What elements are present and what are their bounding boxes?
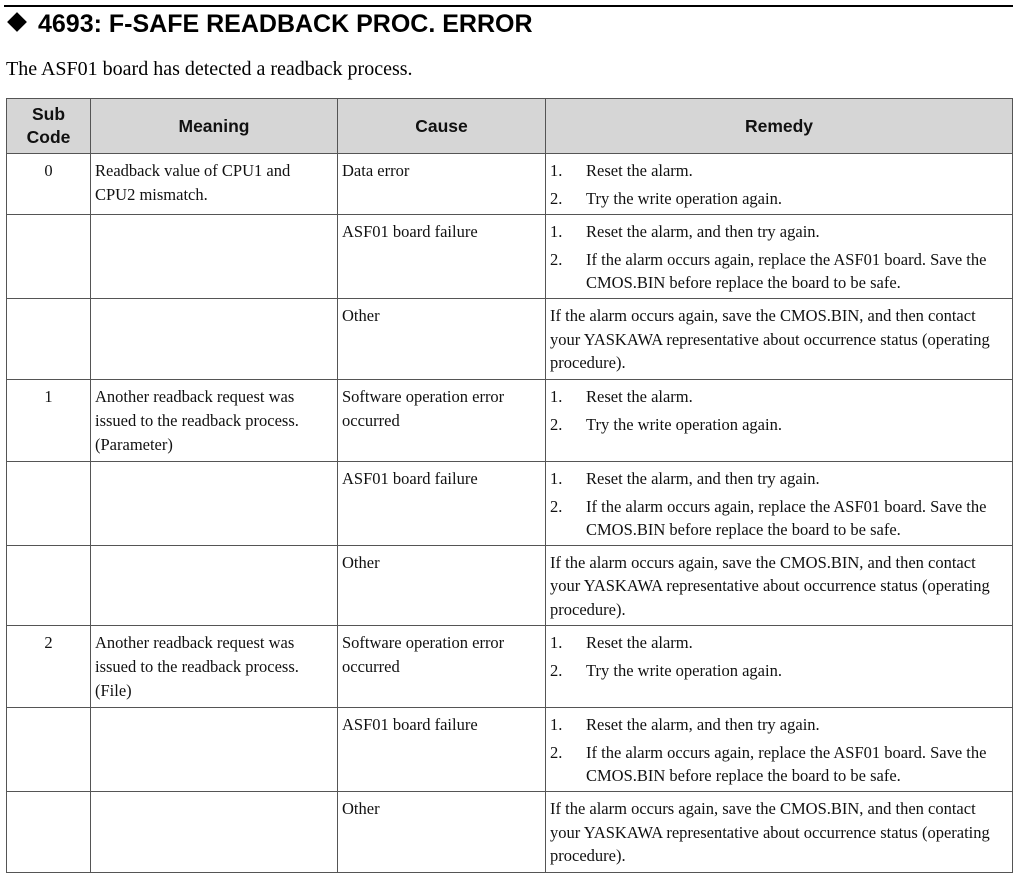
cause-cell: Other — [338, 792, 546, 873]
remedy-text: If the alarm occurs again, save the CMOS.BIN, and then contact your YASKAWA representative about occurrence status (operating procedure). — [550, 306, 990, 372]
step-number: 2. — [550, 189, 563, 208]
step-text: If the alarm occurs again, replace the ASF01 board. Save the CMOS.BIN before replace the board to be safe. — [586, 743, 987, 785]
table-row — [7, 461, 1013, 545]
remedy-step — [550, 713, 1008, 736]
remedy-cell — [546, 708, 1013, 792]
top-rule — [4, 5, 1013, 7]
remedy-cell — [546, 379, 1013, 461]
step-text: Try the write operation again. — [586, 414, 782, 434]
meaning-cell — [91, 708, 338, 792]
remedy-text: If the alarm occurs again, save the CMOS.BIN, and then contact your YASKAWA representative about occurrence status (operating procedure). — [550, 799, 990, 865]
sub-code-cell — [7, 215, 91, 299]
table-row — [7, 379, 1013, 461]
remedy-step — [550, 187, 1008, 210]
step-text: Reset the alarm, and then try again. — [586, 468, 820, 488]
remedy-steps-list — [550, 467, 1008, 541]
remedy-step — [550, 495, 1008, 541]
sub-code-cell: 1 — [7, 379, 91, 461]
step-text: If the alarm occurs again, replace the ASF01 board. Save the CMOS.BIN before replace the board to be safe. — [586, 496, 987, 539]
page-title — [6, 10, 533, 39]
remedy-steps-list — [550, 220, 1008, 294]
step-text: Reset the alarm, and then try again. — [586, 222, 820, 241]
remedy-step — [550, 659, 1008, 682]
step-text: Reset the alarm. — [586, 161, 693, 180]
remedy-step — [550, 631, 1008, 654]
remedy-step — [550, 413, 1008, 436]
meaning-cell — [91, 299, 338, 380]
table-row — [7, 626, 1013, 708]
intro-paragraph: The ASF01 board has detected a readback process. — [6, 58, 413, 80]
remedy-steps-list — [550, 631, 1008, 682]
cause-cell: ASF01 board failure — [338, 708, 546, 792]
remedy-cell — [546, 545, 1013, 626]
header-meaning: Meaning — [91, 99, 338, 154]
remedy-cell — [546, 154, 1013, 215]
step-text: Reset the alarm, and then try again. — [586, 715, 820, 734]
remedy-cell — [546, 792, 1013, 873]
table-row — [7, 299, 1013, 380]
remedy-text: If the alarm occurs again, save the CMOS.BIN, and then contact your YASKAWA representative about occurrence status (operating procedure). — [550, 552, 990, 619]
header-sub-code: Sub Code — [7, 99, 91, 154]
cause-cell: Other — [338, 545, 546, 626]
step-number: 2. — [550, 661, 563, 680]
step-number: 2. — [550, 414, 563, 434]
table-row — [7, 545, 1013, 626]
sub-code-cell — [7, 545, 91, 626]
step-number: 1. — [550, 161, 563, 180]
header-cause: Cause — [338, 99, 546, 154]
sub-code-cell: 0 — [7, 154, 91, 215]
alarm-table — [6, 98, 1013, 873]
cause-cell: Other — [338, 299, 546, 380]
remedy-step — [550, 467, 1008, 490]
meaning-cell — [91, 215, 338, 299]
step-number: 2. — [550, 496, 563, 516]
step-number: 2. — [550, 743, 563, 762]
cause-cell: Software operation error occurred — [338, 379, 546, 461]
remedy-step — [550, 159, 1008, 182]
step-number: 1. — [550, 386, 563, 406]
cause-cell: ASF01 board failure — [338, 461, 546, 545]
meaning-cell: Another readback request was issued to the readback process. (File) — [91, 626, 338, 708]
step-text: If the alarm occurs again, replace the ASF01 board. Save the CMOS.BIN before replace the board to be safe. — [586, 250, 987, 292]
cause-cell: ASF01 board failure — [338, 215, 546, 299]
table-row — [7, 154, 1013, 215]
remedy-steps-list — [550, 385, 1008, 436]
remedy-step — [550, 385, 1008, 408]
meaning-cell — [91, 792, 338, 873]
remedy-step — [550, 220, 1008, 243]
step-text: Reset the alarm. — [586, 633, 693, 652]
remedy-cell — [546, 299, 1013, 380]
step-number: 1. — [550, 468, 563, 488]
step-text: Try the write operation again. — [586, 661, 782, 680]
table-row — [7, 215, 1013, 299]
meaning-cell — [91, 461, 338, 545]
header-remedy: Remedy — [546, 99, 1013, 154]
sub-code-cell: 2 — [7, 626, 91, 708]
table-row — [7, 708, 1013, 792]
remedy-step — [550, 741, 1008, 787]
remedy-cell — [546, 215, 1013, 299]
step-number: 1. — [550, 715, 563, 734]
diamond-bullet-icon — [7, 12, 27, 32]
page-title-text: 4693: F-SAFE READBACK PROC. ERROR — [38, 10, 533, 38]
remedy-steps-list — [550, 713, 1008, 787]
step-number: 1. — [550, 633, 563, 652]
remedy-step — [550, 248, 1008, 294]
step-number: 2. — [550, 250, 563, 269]
table-row — [7, 792, 1013, 873]
step-text: Reset the alarm. — [586, 386, 693, 406]
meaning-cell: Readback value of CPU1 and CPU2 mismatch. — [91, 154, 338, 215]
meaning-cell — [91, 545, 338, 626]
meaning-cell: Another readback request was issued to the readback process. (Parameter) — [91, 379, 338, 461]
cause-cell: Data error — [338, 154, 546, 215]
table-header-row — [7, 99, 1013, 154]
remedy-cell — [546, 461, 1013, 545]
sub-code-cell — [7, 708, 91, 792]
sub-code-cell — [7, 792, 91, 873]
cause-cell: Software operation error occurred — [338, 626, 546, 708]
remedy-steps-list — [550, 159, 1008, 210]
step-number: 1. — [550, 222, 563, 241]
sub-code-cell — [7, 461, 91, 545]
sub-code-cell — [7, 299, 91, 380]
remedy-cell — [546, 626, 1013, 708]
step-text: Try the write operation again. — [586, 189, 782, 208]
